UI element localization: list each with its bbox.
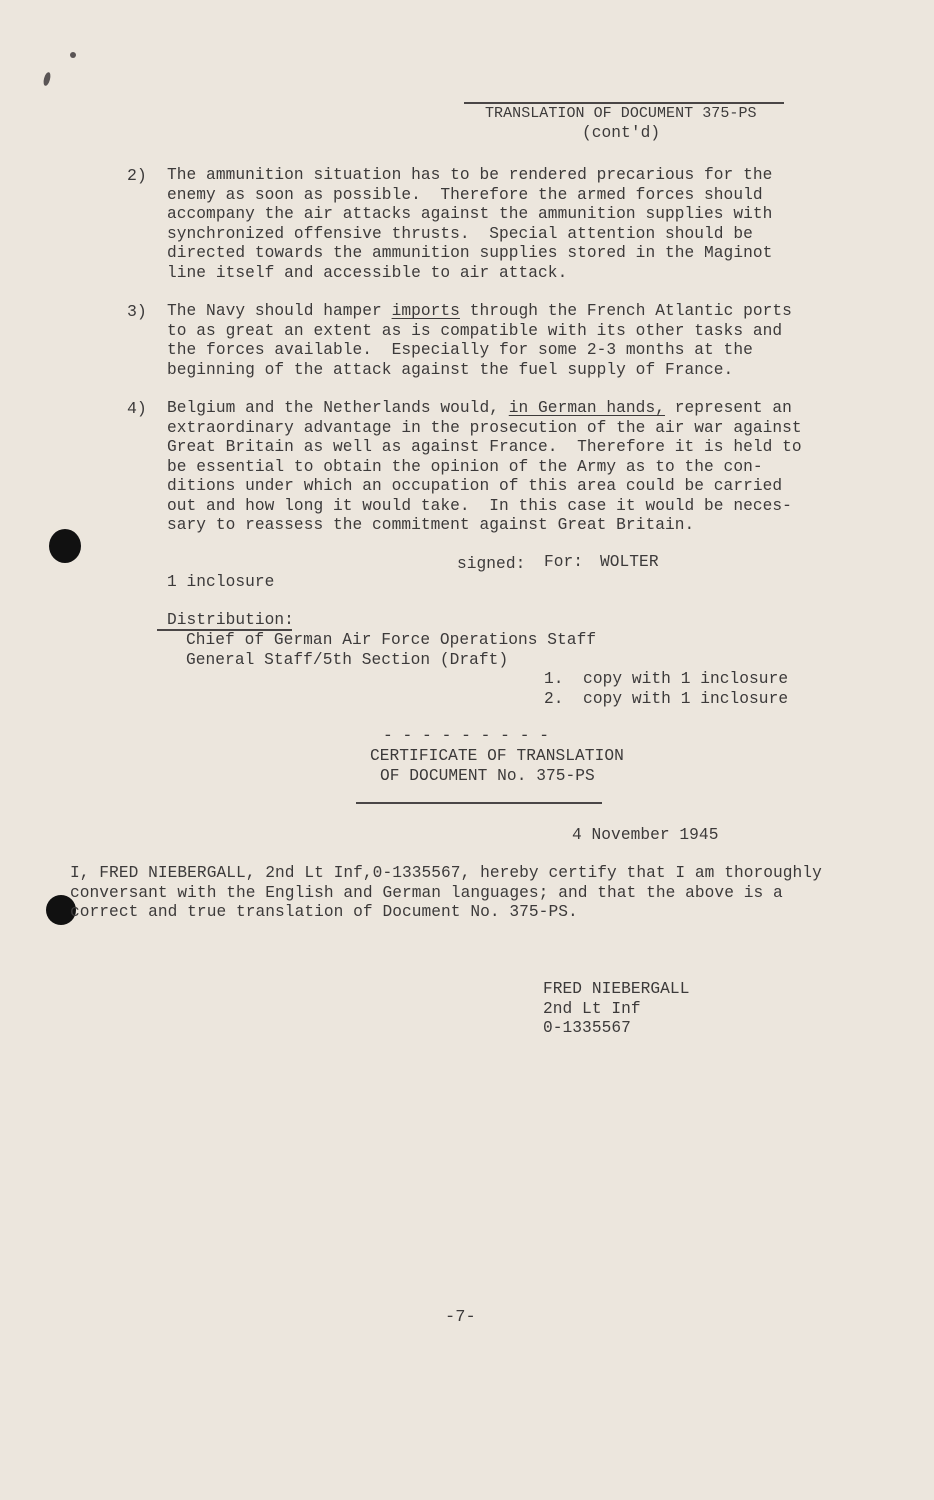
certificate-title: CERTIFICATE OF TRANSLATION xyxy=(370,747,624,765)
text-line xyxy=(167,302,792,322)
underlined-text: imports xyxy=(391,302,460,320)
certifier-rank: 2nd Lt Inf xyxy=(543,1000,641,1018)
certificate-rule xyxy=(356,802,602,804)
certificate-body-line: I, FRED NIEBERGALL, 2nd Lt Inf,0-1335567, hereby certify that I am thoroughly xyxy=(70,864,822,882)
text-line: synchronized offensive thrusts. Special attention should be xyxy=(167,224,753,243)
text-line: enemy as soon as possible. Therefore the armed forces should xyxy=(167,185,763,204)
certificate-body-line: correct and true translation of Document No. 375-PS. xyxy=(70,903,578,921)
text-line: extraordinary advantage in the prosecution of the air war against xyxy=(167,418,802,437)
paragraph-number: 2) xyxy=(127,166,147,185)
inclosure-note: 1 inclosure xyxy=(167,573,275,591)
text-line: ditions under which an occupation of this area could be carried xyxy=(167,477,783,495)
text-line: Great Britain as well as against France. Therefore it is held to xyxy=(167,438,802,456)
text-line: to as great an extent as is compatible with its other tasks and xyxy=(167,321,783,340)
signed-label: signed: xyxy=(457,555,526,573)
text-line: directed towards the ammunition supplies stored in the Maginot xyxy=(167,244,773,262)
for-label: For: xyxy=(544,553,584,571)
ink-mark xyxy=(70,52,76,58)
copy-line: 2. copy with 1 inclosure xyxy=(544,690,789,708)
ink-mark xyxy=(42,71,51,86)
text-line: out and how long it would take. In this case it would be neces- xyxy=(167,496,792,515)
text-run: Belgium and the Netherlands would, xyxy=(167,399,509,417)
text-run: through the French Atlantic ports xyxy=(459,302,792,320)
paragraph-number: 3) xyxy=(127,302,147,321)
paragraph-number: 4) xyxy=(127,399,147,418)
certifier-serial: 0-1335567 xyxy=(543,1019,631,1037)
punch-hole xyxy=(49,529,81,563)
header-contd: (cont'd) xyxy=(582,124,661,142)
text-line: be essential to obtain the opinion of the Army as to the con- xyxy=(167,457,763,476)
separator: - - - - - - - - - xyxy=(383,727,549,745)
text-run: The Navy should hamper xyxy=(167,302,392,320)
text-line: accompany the air attacks against the ammunition supplies with xyxy=(167,205,773,223)
text-line: the forces available. Especially for some 2-3 months at the xyxy=(167,341,753,359)
underlined-text: in German hands, xyxy=(508,399,665,417)
text-line: sary to reassess the commitment against Great Britain. xyxy=(167,516,695,534)
certificate-body-line: conversant with the English and German languages; and that the above is a xyxy=(70,884,783,902)
text-run: represent an xyxy=(664,399,792,417)
text-line: beginning of the attack against the fuel supply of France. xyxy=(167,360,734,379)
signer-name: WOLTER xyxy=(600,553,659,571)
distribution-recipient: Chief of German Air Force Operations Staff xyxy=(186,631,597,649)
text-line: line itself and accessible to air attack. xyxy=(167,263,568,282)
copy-line: 1. copy with 1 inclosure xyxy=(544,670,789,688)
certificate-subtitle: OF DOCUMENT No. 375-PS xyxy=(380,767,595,785)
header-title: TRANSLATION OF DOCUMENT 375-PS xyxy=(485,105,757,122)
distribution-recipient: General Staff/5th Section (Draft) xyxy=(186,651,509,669)
text-line: The ammunition situation has to be rendered precarious for the xyxy=(167,166,773,184)
certificate-date: 4 November 1945 xyxy=(572,826,719,844)
certifier-name: FRED NIEBERGALL xyxy=(543,980,690,998)
distribution-heading: Distribution: xyxy=(167,611,294,629)
text-line xyxy=(167,399,792,419)
page-number: -7- xyxy=(445,1308,476,1327)
